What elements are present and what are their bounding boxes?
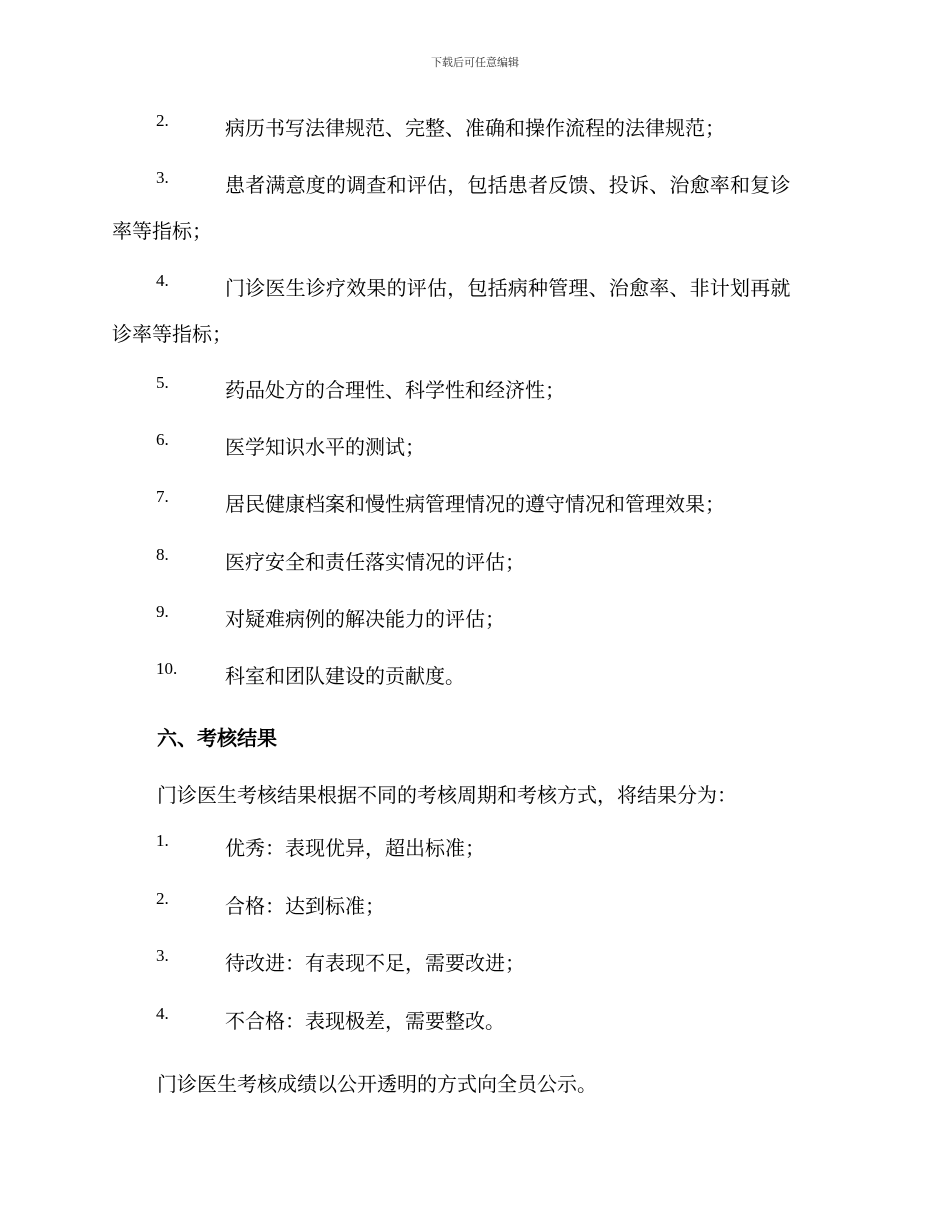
- list-text-continued: 率等指标；: [112, 219, 212, 243]
- section-heading: 六、考核结果: [157, 726, 277, 750]
- list-number: 8.: [156, 545, 169, 564]
- intro-paragraph: 门诊医生考核结果根据不同的考核周期和考核方式，将结果分为：: [157, 783, 737, 807]
- list-text: 优秀：表现优异，超出标准；: [225, 836, 485, 860]
- closing-paragraph: 门诊医生考核成绩以公开透明的方式向全员公示。: [157, 1072, 597, 1096]
- list-text: 对疑难病例的解决能力的评估；: [225, 607, 505, 631]
- list-text: 不合格：表现极差，需要整改。: [225, 1009, 505, 1033]
- list-text: 合格：达到标准；: [225, 894, 385, 918]
- list-text: 病历书写法律规范、完整、准确和操作流程的法律规范；: [225, 116, 725, 140]
- list-number: 5.: [156, 373, 169, 392]
- list-text: 药品处方的合理性、科学性和经济性；: [225, 378, 565, 402]
- list-text: 科室和团队建设的贡献度。: [225, 664, 465, 688]
- list-number: 3.: [156, 946, 169, 965]
- list-number: 4.: [156, 1004, 169, 1023]
- list-number: 1.: [156, 831, 169, 850]
- page-header: 下载后可任意编辑: [431, 56, 519, 69]
- list-text-continued: 诊率等指标；: [112, 322, 232, 346]
- list-number: 6.: [156, 430, 169, 449]
- list-text: 患者满意度的调查和评估，包括患者反馈、投诉、治愈率和复诊: [225, 173, 791, 197]
- list-number: 3.: [156, 168, 169, 187]
- list-number: 9.: [156, 602, 169, 621]
- list-number: 10.: [156, 659, 178, 678]
- list-text: 医疗安全和责任落实情况的评估；: [225, 550, 525, 574]
- list-number: 2.: [156, 111, 169, 130]
- list-number: 7.: [156, 487, 169, 506]
- list-number: 2.: [156, 889, 169, 908]
- list-text: 门诊医生诊疗效果的评估，包括病种管理、治愈率、非计划再就: [225, 276, 791, 300]
- list-text: 医学知识水平的测试；: [225, 435, 425, 459]
- list-text: 居民健康档案和慢性病管理情况的遵守情况和管理效果；: [225, 492, 725, 516]
- list-number: 4.: [156, 271, 169, 290]
- list-text: 待改进：有表现不足，需要改进；: [225, 951, 525, 975]
